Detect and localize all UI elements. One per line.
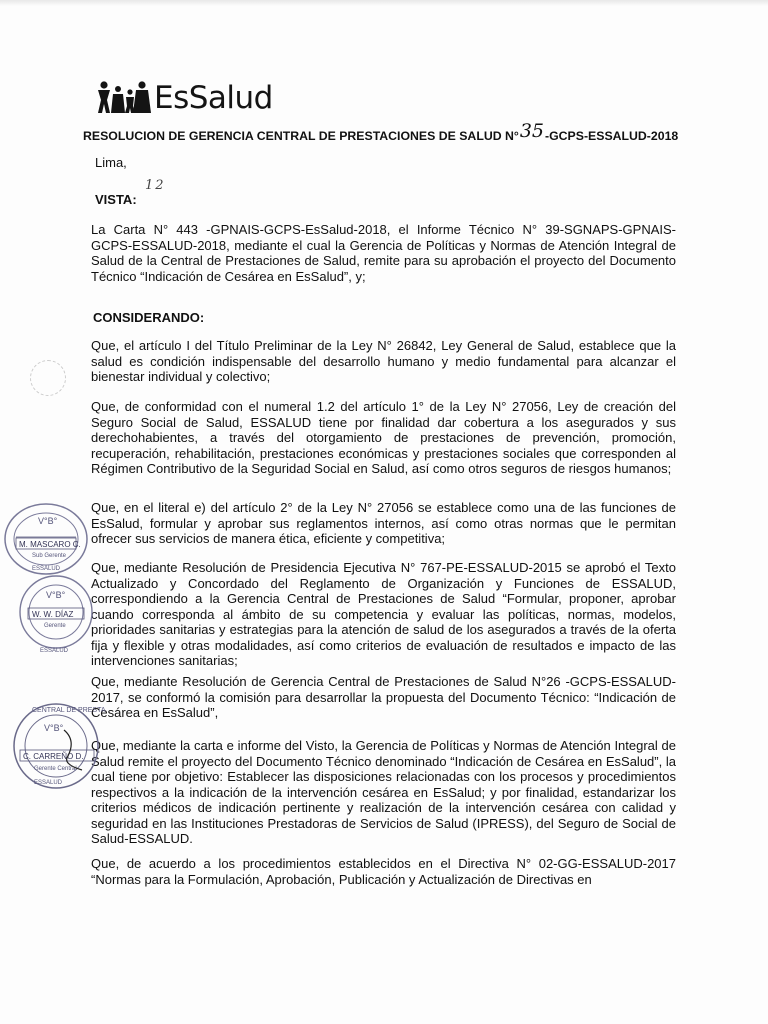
stamp-3-arc: CENTRAL DE PRESTA... [32, 707, 106, 714]
stamp-2-name: W. W. DÍAZ [32, 610, 74, 619]
stamp-1-name: M. MASCARO C. [19, 540, 81, 549]
approval-stamp-3 [6, 700, 106, 797]
title-prefix: RESOLUCION DE GERENCIA CENTRAL DE PRESTACIONES DE SALUD N° [83, 129, 519, 143]
paragraph-3: Que, en el literal e) del artículo 2° de la Ley N° 27056 se establece como una de las funciones de EsSalud, formular y aprobar sus reglamentos internos, así como otras normas que le permitan ofrecer sus servicios de manera ética, eficiente y competitiva; [91, 500, 676, 546]
stamp-2-role: Gerente [44, 623, 66, 629]
stamp-3-role: Gerente Central [34, 766, 77, 772]
stamp-2-ring: ESSALUD [40, 648, 69, 654]
family-figures-icon [96, 80, 152, 114]
approval-stamp-1 [2, 500, 90, 583]
paragraph-5: Que, mediante Resolución de Gerencia Central de Prestaciones de Salud N°26 -GCPS-ESSALUD-2017, se conformó la comisión para desarrollar la propuesta del Documento Técnico: “Indicación de Cesárea en EsSalud”, [91, 674, 676, 720]
paragraph-6: Que, mediante la carta e informe del Visto, la Gerencia de Políticas y Normas de Atención Integral de Salud remite el proyecto del Documento Técnico denominado “Indicación de Cesárea en EsSalud”, la cual tiene por objetivo: Establecer las disposiciones relacionadas con los procesos y procedimientos respectivos a la indicación de la intervención cesárea en EsSalud; y por finalidad, estandarizar los criterios médicos de indicación pertinente y realización de la intervención cesárea con calidad y seguridad en las Instituciones Prestadoras de Servicios de Salud (IPRESS), del Seguro de Social de Salud-ESSALUD. [91, 738, 676, 846]
stamp-3-ring: ESSALUD [34, 780, 63, 786]
approval-stamp-2 [14, 572, 98, 661]
title-suffix: -GCPS-ESSALUD-2018 [545, 129, 679, 143]
stamp-1-role: Sub Gerente [32, 553, 67, 559]
handwritten-date: 12 [145, 178, 166, 193]
essalud-logo [96, 80, 273, 114]
vista-paragraph: La Carta N° 443 -GPNAIS-GCPS-EsSalud-2018, el Informe Técnico N° 39-SGNAPS-GPNAIS-GCPS-ESSALUD-2018, mediante el cual la Gerencia de Políticas y Normas de Atención Integral de Salud de la Central de Prestaciones de Salud, remite para su aprobación el proyecto del Documento Técnico “Indicación de Cesárea en EsSalud”, y; [91, 222, 676, 284]
paragraph-1: Que, el artículo I del Título Preliminar de la Ley N° 26842, Ley General de Salud, establece que la salud es condición indispensable del desarrollo humano y medio fundamental para alcanzar el bienestar individual y colectivo; [91, 338, 676, 384]
paragraph-7: Que, de acuerdo a los procedimientos establecidos en el Directiva N° 02-GG-ESSALUD-2017 “Normas para la Formulación, Aprobación, Publicación y Actualización de Directivas en [91, 856, 676, 887]
stamp-3-vb: V°B° [44, 723, 64, 733]
considerando-heading: CONSIDERANDO: [93, 310, 205, 325]
stamp-1-vb: V°B° [38, 516, 58, 526]
stamp-3-name: C. CARREÑO D. [23, 752, 84, 761]
stamp-2-vb: V°B° [46, 590, 66, 600]
vista-heading: VISTA: [95, 192, 137, 207]
stamp-1-ring: ESSALUD [32, 566, 61, 572]
faint-punch-mark [30, 360, 66, 396]
resolution-number: 35 [519, 120, 544, 142]
paragraph-4: Que, mediante Resolución de Presidencia Ejecutiva N° 767-PE-ESSALUD-2015 se aprobó el Texto Actualizado y Concordado del Reglamento de Organización y Funciones de ESSALUD, correspondiendo a la Gerencia Central de Prestaciones de Salud “Formular, proponer, aprobar cuando corresponda al ámbito de su competencia y evaluar las políticas, normas, modelos, prioridades sanitarias y estrategias para la atención de salud de los asegurados a través de la oferta fija y flexible y otras modalidades, así como criterios de evaluación de resultados e impacto de las intervenciones sanitarias; [91, 560, 676, 668]
resolution-title [83, 120, 723, 145]
paragraph-2: Que, de conformidad con el numeral 1.2 del artículo 1° de la Ley N° 27056, Ley de creación del Seguro Social de Salud, ESSALUD tiene por finalidad dar cobertura a los asegurados y sus derechohabientes, a través del otorgamiento de prestaciones de prevención, promoción, recuperación, rehabilitación, prestaciones económicas y prestaciones sociales que corresponden al Régimen Contributivo de la Seguridad Social en Salud, así como otros seguros de riesgos humanos; [91, 399, 676, 476]
place: Lima, [95, 155, 127, 170]
scan-edge [0, 0, 768, 6]
logo-wordmark: EsSalud [154, 80, 273, 116]
